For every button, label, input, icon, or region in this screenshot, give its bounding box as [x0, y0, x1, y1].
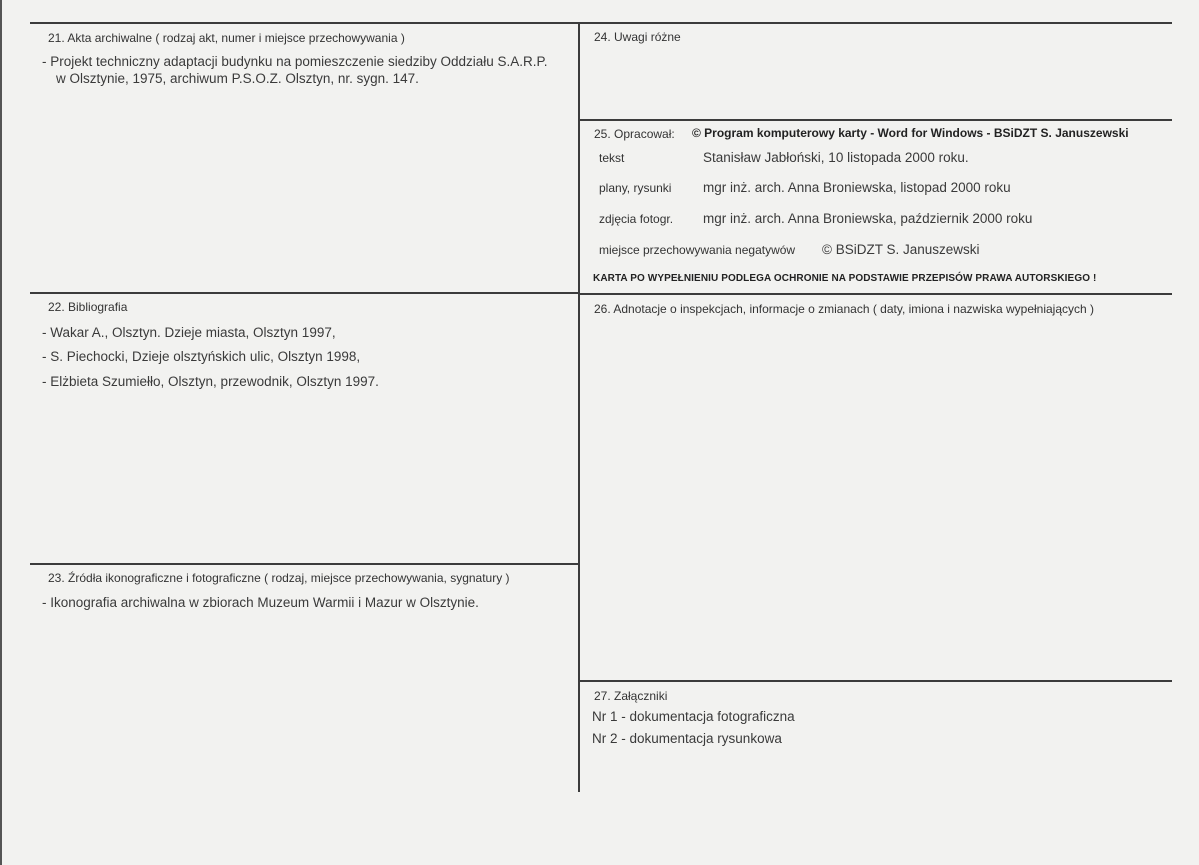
credit-label-photos: zdjęcia fotogr. — [599, 212, 674, 226]
bibliography-item: - Elżbieta Szumiełło, Olsztyn, przewodnik, Olsztyn 1997. — [42, 374, 379, 389]
credit-value-text: Stanisław Jabłoński, 10 listopada 2000 roku. — [703, 150, 969, 165]
section-25-title: 25. Opracował: — [594, 127, 675, 141]
negatives-label: miejsce przechowywania negatywów — [599, 243, 796, 257]
rule-26-27 — [578, 680, 1172, 682]
section-22-title: 22. Bibliografia — [48, 300, 128, 314]
copyright-notice: KARTA PO WYPEŁNIENIU PODLEGA OCHRONIE NA PODSTAWIE PRZEPISÓW PRAWA AUTORSKIEGO ! — [593, 273, 1097, 284]
section-21-line-1: - Projekt techniczny adaptacji budynku na pomieszczenie siedziby Oddziału S.A.R.P. — [42, 54, 548, 69]
bibliography-item: - S. Piechocki, Dzieje olsztyńskich ulic, Olsztyn 1998, — [42, 349, 361, 364]
bibliography-item: - Wakar A., Olsztyn. Dzieje miasta, Olsztyn 1997, — [42, 325, 336, 340]
section-21-title: 21. Akta archiwalne ( rodzaj akt, numer i miejsce przechowywania ) — [48, 31, 405, 45]
rule-24-25 — [578, 119, 1172, 121]
credit-label-text: tekst — [599, 151, 625, 165]
attachment-item: Nr 1 - dokumentacja fotograficzna — [592, 709, 795, 724]
section-23-title: 23. Źródła ikonograficzne i fotograficzne ( rodzaj, miejsce przechowywania, sygnatury ) — [48, 571, 510, 585]
rule-21-22 — [30, 292, 579, 294]
rule-22-23 — [30, 563, 579, 565]
section-23-line-1: - Ikonografia archiwalna w zbiorach Muzeum Warmii i Mazur w Olsztynie. — [42, 595, 479, 610]
credit-value-plans: mgr inż. arch. Anna Broniewska, listopad 2000 roku — [703, 180, 1011, 195]
attachment-item: Nr 2 - dokumentacja rysunkowa — [592, 731, 782, 746]
negatives-value: © BSiDZT S. Januszewski — [822, 242, 980, 257]
section-21-line-2: w Olsztynie, 1975, archiwum P.S.O.Z. Olsztyn, nr. sygn. 147. — [56, 71, 419, 86]
top-rule — [30, 22, 1172, 24]
section-27-title: 27. Załączniki — [594, 689, 668, 703]
section-26-title: 26. Adnotacje o inspekcjach, informacje o zmianach ( daty, imiona i nazwiska wypełniających ) — [594, 302, 1095, 316]
section-24-title: 24. Uwagi różne — [594, 30, 681, 44]
center-divider — [578, 22, 580, 792]
credit-value-photos: mgr inż. arch. Anna Broniewska, październik 2000 roku — [703, 211, 1033, 226]
program-credit: © Program komputerowy karty - Word for Windows - BSiDZT S. Januszewski — [692, 126, 1129, 140]
credit-label-plans: plany, rysunki — [599, 181, 672, 195]
rule-25-26 — [578, 293, 1172, 295]
